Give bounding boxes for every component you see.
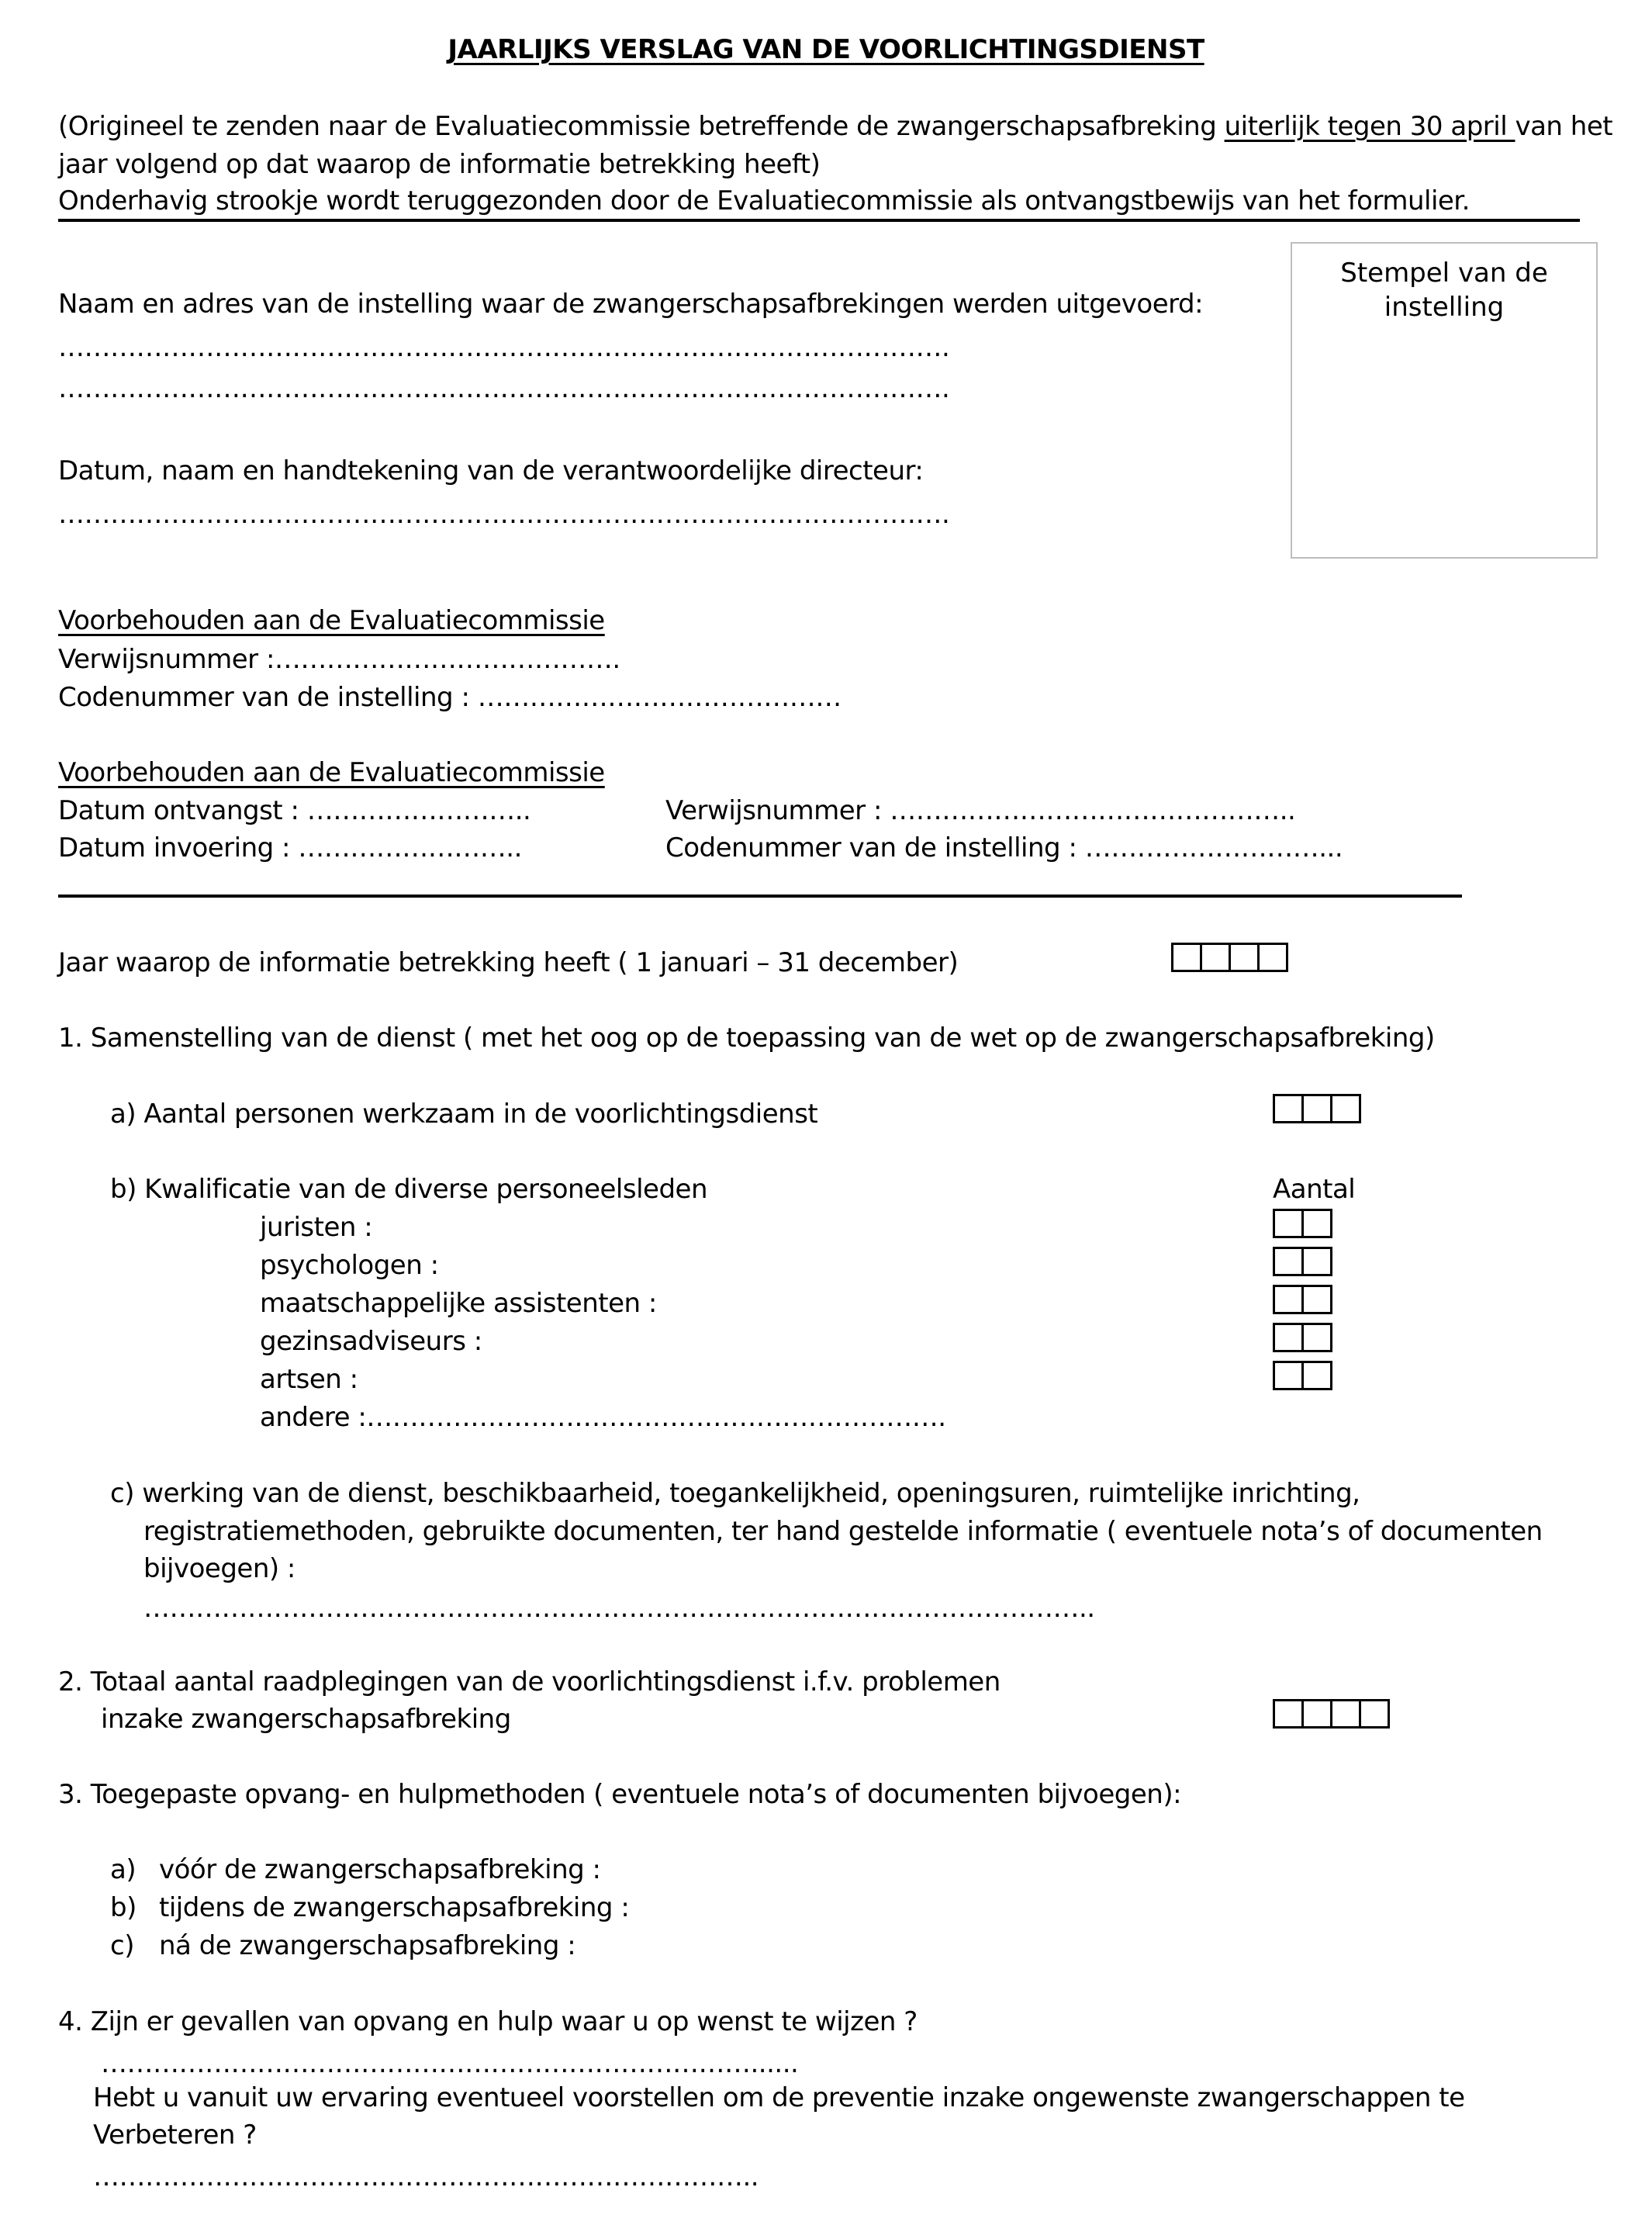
q1c-line-2: registratiemethoden, gebruikte documenten, ter hand gestelde informatie ( eventuele nota’s of documenten [143, 1516, 1543, 1547]
director-label: Datum, naam en handtekening van de verantwoordelijke directeur: [58, 455, 924, 486]
institution-code-field-1[interactable]: Codenummer van de instelling : …………………………………… [58, 682, 842, 713]
q1b-label: b) Kwalificatie van de diverse personeelsleden [110, 1174, 707, 1205]
q3c-label: ná de zwangerschapsafbreking : [159, 1930, 576, 1961]
deadline-text: uiterlijk tegen 30 april [1224, 111, 1515, 142]
q4-answer-field-1[interactable]: …………………………………………………………………...... [101, 2048, 799, 2079]
q3b-label: tijdens de zwangerschapsafbreking : [159, 1892, 630, 1923]
intro-line-2: jaar volgend op dat waarop de informatie betrekking heeft) [58, 149, 821, 180]
digit-box[interactable] [1301, 1323, 1332, 1352]
qualification-label-social-assistants: maatschappelijke assistenten : [260, 1288, 657, 1319]
digit-box[interactable] [1273, 1323, 1304, 1352]
digit-box[interactable] [1171, 943, 1202, 972]
qualification-other-field[interactable]: andere :…………………………………………………………. [260, 1402, 946, 1433]
q1c-line-3: bijvoegen) : [143, 1553, 295, 1584]
count-boxes-psychologists[interactable] [1273, 1247, 1332, 1276]
year-label: Jaar waarop de informatie betrekking heeft ( 1 januari – 31 december) [58, 947, 959, 978]
institution-label: Naam en adres van de instelling waar de zwangerschapsafbrekingen werden uitgevoerd: [58, 289, 1204, 320]
q4-question-2-line-1: Hebt u vanuit uw ervaring eventueel voorstellen om de preventie inzake ongewenste zwangerschappen te [93, 2082, 1465, 2113]
q1c-line-1: c) werking van de dienst, beschikbaarheid, toegankelijkheid, openingsuren, ruimtelijke inrichting, [110, 1478, 1360, 1509]
stamp-box [1291, 242, 1598, 559]
digit-box[interactable] [1359, 1699, 1390, 1729]
digit-box[interactable] [1273, 1699, 1304, 1729]
count-boxes-jurists[interactable] [1273, 1209, 1332, 1238]
q3b-marker: b) [110, 1892, 137, 1923]
digit-box[interactable] [1330, 1699, 1361, 1729]
digit-box[interactable] [1301, 1094, 1332, 1123]
q3a-marker: a) [110, 1854, 137, 1885]
q2-line-1: 2. Totaal aantal raadplegingen van de voorlichtingsdienst i.f.v. problemen [58, 1666, 1001, 1697]
q3a-label: vóór de zwangerschapsafbreking : [159, 1854, 601, 1885]
count-boxes-doctors[interactable] [1273, 1361, 1332, 1390]
qualification-label-jurists: juristen : [260, 1212, 373, 1243]
digit-box[interactable] [1273, 1361, 1304, 1390]
q1a-label: a) Aantal personen werkzaam in de voorlichtingsdienst [110, 1099, 818, 1130]
digit-box[interactable] [1273, 1209, 1304, 1238]
intro-text: (Origineel te zenden naar de Evaluatiecommissie betreffende de zwangerschapsafbreking [58, 111, 1225, 142]
reference-number-field-2[interactable]: Verwijsnummer : ……………………………………….. [665, 795, 1296, 826]
q3c-marker: c) [110, 1930, 134, 1961]
date-received-field[interactable]: Datum ontvangst : …………………….. [58, 795, 531, 826]
institution-line-2-field[interactable]: …………………………………………………………………………………………. [58, 373, 950, 404]
document-title: JAARLIJKS VERSLAG VAN DE VOORLICHTINGSDIENST [448, 34, 1204, 65]
institution-line-1-field[interactable]: …………………………………………………………………………………………. [58, 332, 950, 363]
reserved-heading-2: Voorbehouden aan de Evaluatiecommissie [58, 757, 605, 788]
divider-rule [58, 219, 1580, 222]
section-divider [58, 895, 1462, 898]
institution-code-field-2[interactable]: Codenummer van de instelling : ………………………... [665, 832, 1343, 863]
digit-box[interactable] [1229, 943, 1260, 972]
reserved-heading-1: Voorbehouden aan de Evaluatiecommissie [58, 605, 605, 636]
q1-heading: 1. Samenstelling van de dienst ( met het oog op de toepassing van de wet op de zwangerschapsafbreking) [58, 1023, 1435, 1054]
stamp-label: Stempel van de instelling [1340, 258, 1548, 323]
intro-line-1 [58, 111, 1612, 142]
count-boxes-social-assistants[interactable] [1273, 1285, 1332, 1314]
date-entered-field[interactable]: Datum invoering : …………………….. [58, 832, 522, 863]
digit-box[interactable] [1200, 943, 1231, 972]
director-signature-field[interactable]: …………………………………………………………………………………………. [58, 499, 950, 530]
digit-box[interactable] [1257, 943, 1288, 972]
digit-box[interactable] [1273, 1247, 1304, 1276]
q4-question-2-line-2: Verbeteren ? [93, 2120, 257, 2151]
count-boxes-family-advisors[interactable] [1273, 1323, 1332, 1352]
q1a-staff-count-boxes[interactable] [1273, 1094, 1361, 1123]
q1c-answer-field[interactable]: ……………………………………………………………………………………………….. [143, 1593, 1095, 1624]
q3-heading: 3. Toegepaste opvang- en hulpmethoden ( eventuele nota’s of documenten bijvoegen): [58, 1779, 1182, 1810]
intro-text-end: van het [1515, 111, 1613, 142]
qualification-label-doctors: artsen : [260, 1364, 358, 1395]
qualification-label-psychologists: psychologen : [260, 1250, 439, 1281]
digit-box[interactable] [1301, 1209, 1332, 1238]
receipt-note: Onderhavig strookje wordt teruggezonden door de Evaluatiecommissie als ontvangstbewijs van het formulier. [58, 185, 1470, 216]
digit-box[interactable] [1330, 1094, 1361, 1123]
digit-box[interactable] [1301, 1285, 1332, 1314]
digit-box[interactable] [1301, 1247, 1332, 1276]
count-header: Aantal [1273, 1174, 1356, 1205]
qualification-label-family-advisors: gezinsadviseurs : [260, 1326, 482, 1357]
digit-box[interactable] [1301, 1361, 1332, 1390]
digit-box[interactable] [1273, 1285, 1304, 1314]
reference-number-field-1[interactable]: Verwijsnummer :…………………………………. [58, 644, 620, 675]
digit-box[interactable] [1273, 1094, 1304, 1123]
q2-consultations-count-boxes[interactable] [1273, 1699, 1390, 1729]
q2-line-2: inzake zwangerschapsafbreking [101, 1704, 511, 1735]
year-digit-boxes[interactable] [1171, 943, 1288, 972]
q4-heading: 4. Zijn er gevallen van opvang en hulp waar u op wenst te wijzen ? [58, 2006, 918, 2037]
q4-answer-field-2[interactable]: ………………………………………………………………….. [93, 2161, 759, 2192]
digit-box[interactable] [1301, 1699, 1332, 1729]
